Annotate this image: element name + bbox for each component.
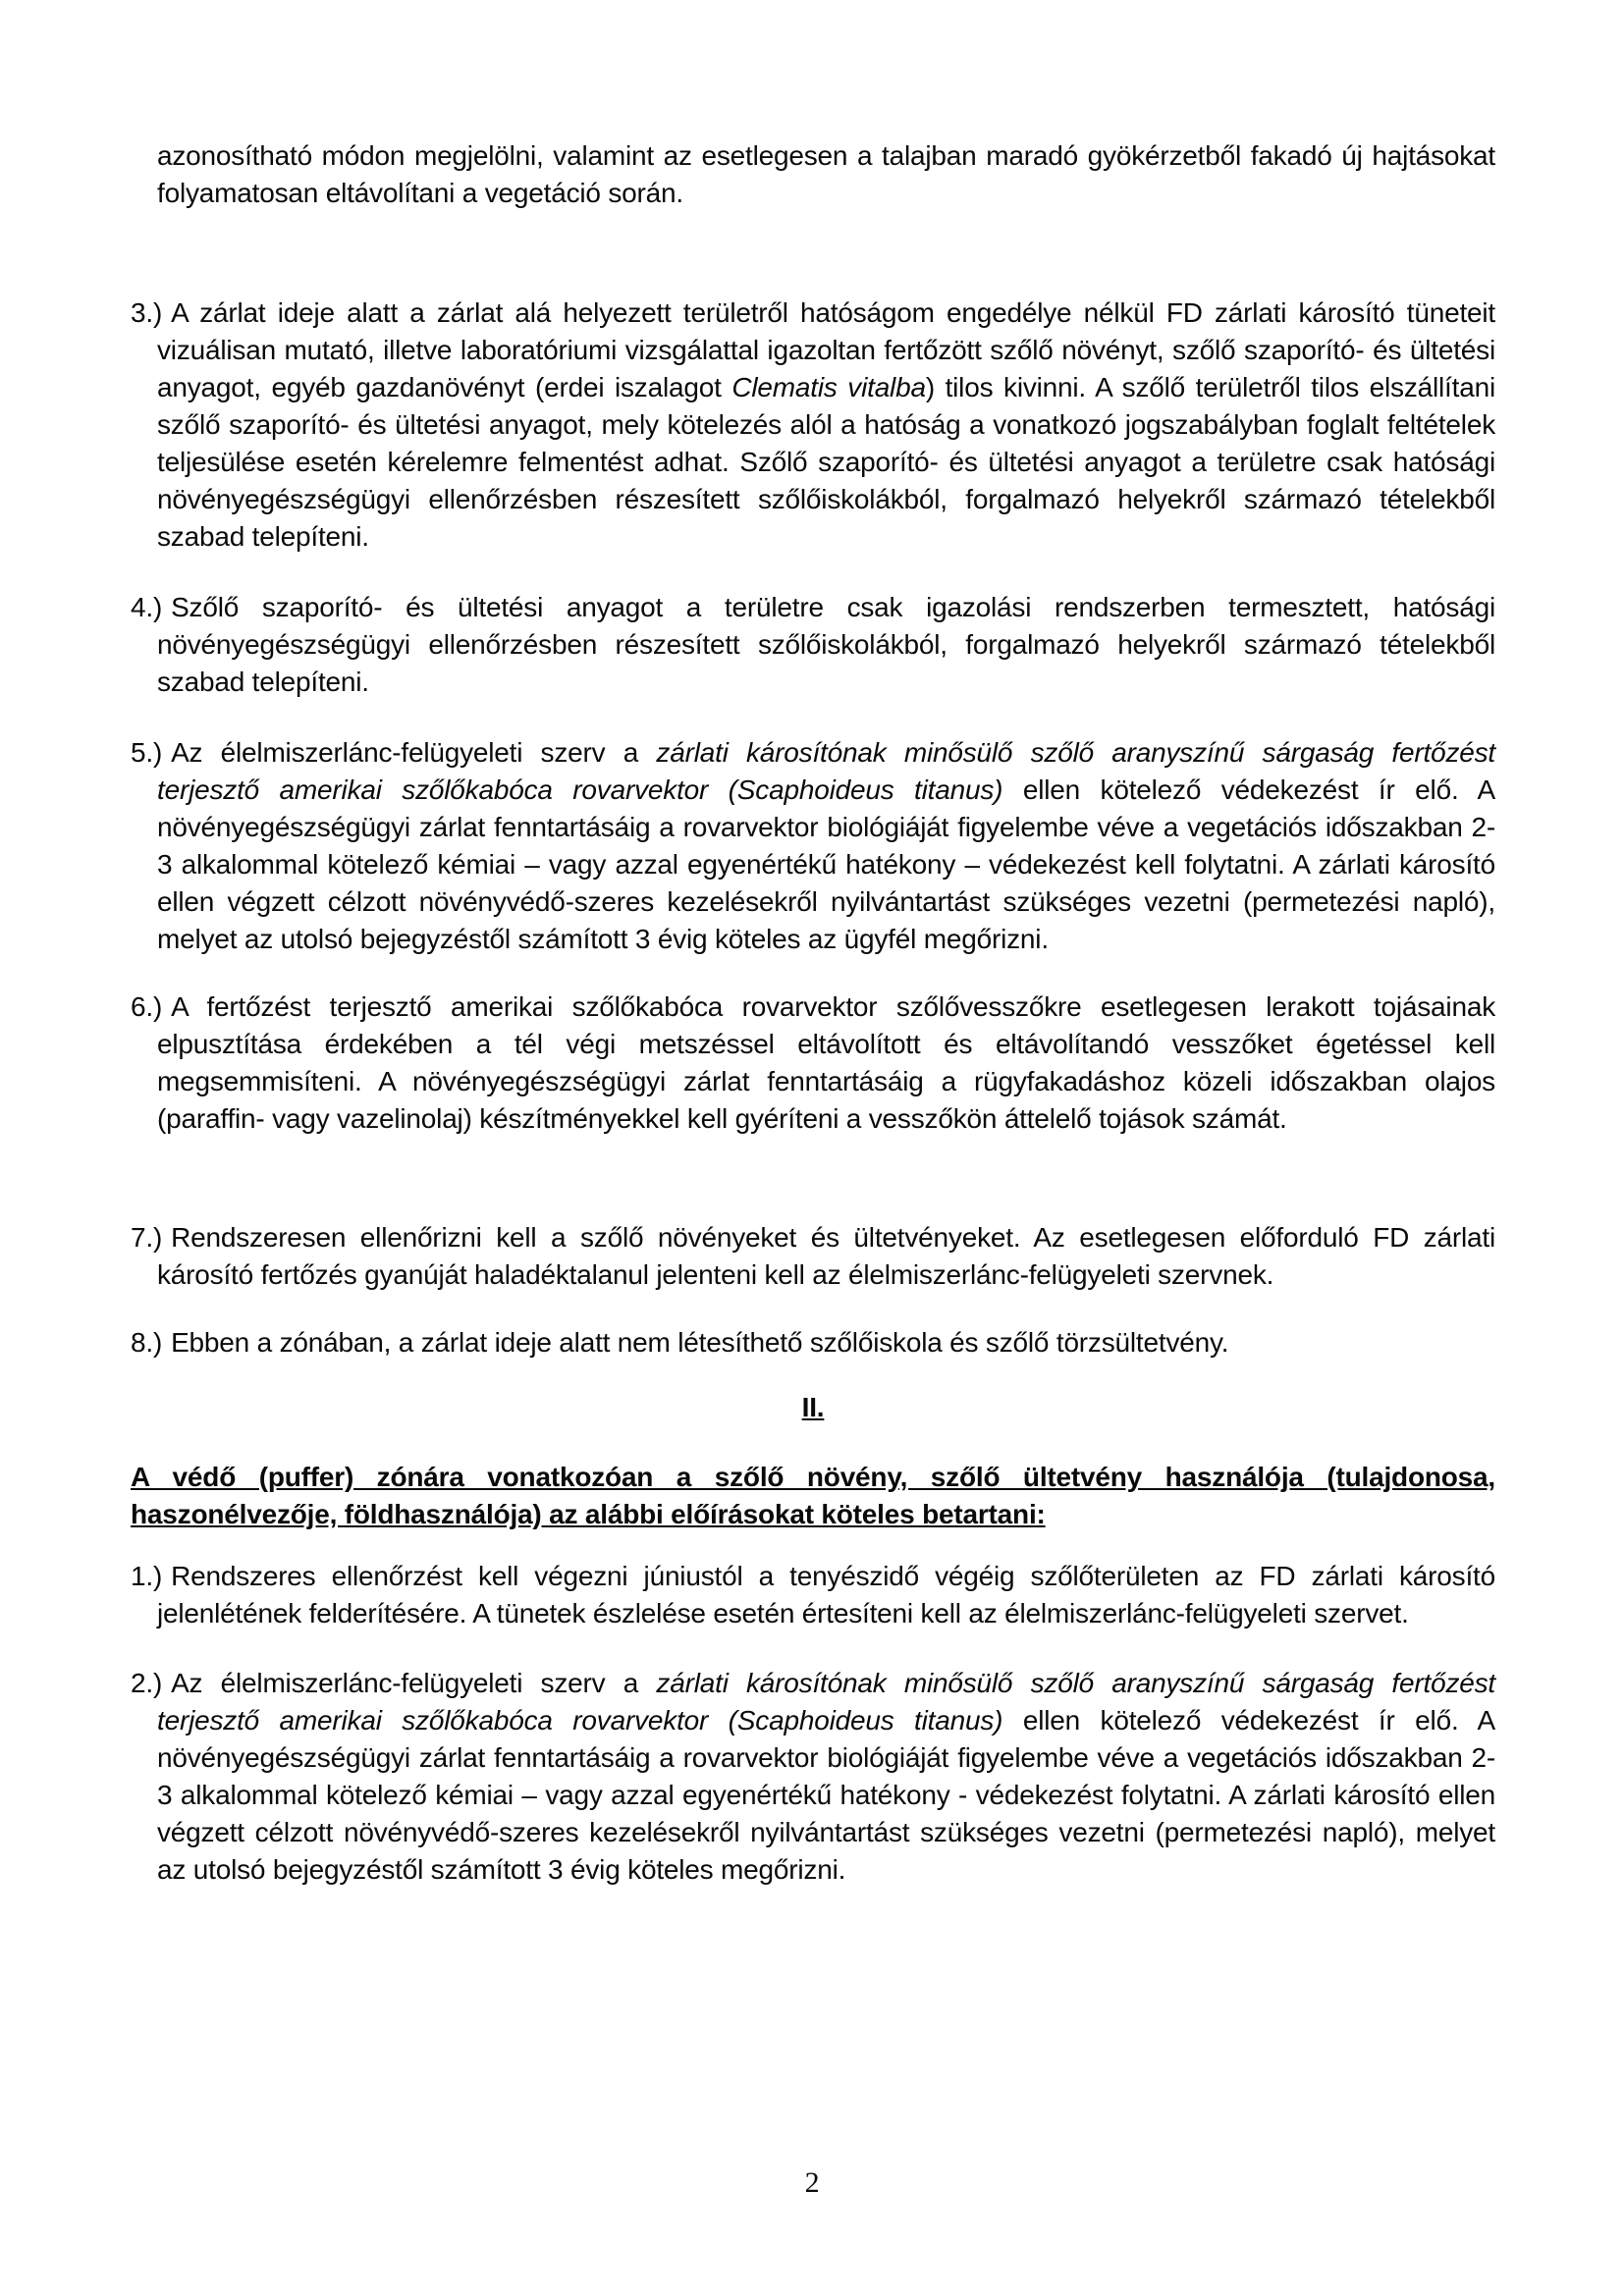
item-text: A fertőzést terjesztő amerikai szőlőkabóca rovarvektor szőlővesszőkre esetlegesen lerakott tojásainak elpusztítása érdekében a tél végi metszéssel eltávolított és eltávolítandó vesszőket égetéssel kell megsemmisíteni. A növényegészségügyi zárlat fenntartásáig a rügyfakadáshoz közeli időszakban olajos (paraffin- vagy vazelinolaj) készítményekkel kell gyéríteni a vesszőkön áttelelő tojások számát. [157,991,1495,1134]
intro-continuation-paragraph: azonosítható módon megjelölni, valamint az esetlegesen a talajban maradó gyökérzetből fakadó új hajtásokat folyamatosan eltávolítani a vegetáció során. [157,140,1495,208]
list-item-6 [131,988,1495,1138]
item-text: Ebben a zónában, a zárlat ideje alatt nem létesíthető szőlőiskola és szőlő törzsültetvény. [171,1327,1229,1358]
item-number: 2.) [131,1668,163,1698]
list-item-8 [131,1324,1495,1362]
page-number: 2 [804,2166,820,2199]
list-item-7 [131,1219,1495,1294]
item-number: 8.) [131,1327,163,1358]
section-ii-subheading: A védő (puffer) zónára vonatkozóan a szőlő növény, szőlő ültetvény használója (tulajdonosa, haszonélvezője, földhasználója) az alábbi előírásokat köteles betartani: [131,1462,1495,1529]
item-text: Az élelmiszerlánc-felügyeleti szerv a zárlati károsítónak minősülő szőlő aranyszínű sárgaság fertőzést terjesztő amerikai szőlőkabóca rovarvektor (Scaphoideus titanus) ellen kötelező védekezést ír elő. A növényegészségügyi zárlat fenntartásáig a rovarvektor biológiáját figyelembe véve a vegetációs időszakban 2-3 alkalommal kötelező kémiai – vagy azzal egyenértékű hatékony – védekezést kell folytatni. A zárlati károsító ellen végzett célzott növényvédő-szeres kezelésekről nyilvántartást szükséges vezetni (permetezési napló), melyet az utolsó bejegyzéstől számított 3 évig köteles az ügyfél megőrizni. [157,737,1495,954]
list-item-5 [131,734,1495,958]
list-item-3 [131,294,1495,556]
item-text: Rendszeres ellenőrzést kell végezni júniustól a tenyészidő végéig szőlőterületen az FD zárlati károsító jelenlétének felderítésére. A tünetek észlelése esetén értesíteni kell az élelmiszerlánc-felügyeleti szervet. [157,1561,1495,1629]
list-item-4 [131,589,1495,701]
list-item-ii-1 [131,1558,1495,1632]
item-text: A zárlat ideje alatt a zárlat alá helyezett területről hatóságom engedélye nélkül FD zárlati károsító tüneteit vizuálisan mutató, illetve laboratóriumi vizsgálattal igazoltan fertőzött szőlő növényt, szőlő szaporító- és ültetési anyagot, egyéb gazdanövényt (erdei iszalagot Clematis vitalba) tilos kivinni. A szőlő területről tilos elszállítani szőlő szaporító- és ültetési anyagot, mely kötelezés alól a hatóság a vonatkozó jogszabályban foglalt feltételek teljesülése esetén kérelemre felmentést adhat. Szőlő szaporító- és ültetési anyagot a területre csak hatósági növényegészségügyi ellenőrzésben részesített szőlőiskolákból, forgalmazó helyekről származó tételekből szabad telepíteni. [157,297,1495,552]
item-text: Szőlő szaporító- és ültetési anyagot a területre csak igazolási rendszerben termesztett, hatósági növényegészségügyi ellenőrzésben részesített szőlőiskolákból, forgalmazó helyekről származó tételekből szabad telepíteni. [157,592,1495,697]
item-text: Rendszeresen ellenőrizni kell a szőlő növényeket és ültetvényeket. Az esetlegesen előforduló FD zárlati károsító fertőzés gyanúját haladéktalanul jelenteni kell az élelmiszerlánc-felügyeleti szervnek. [157,1222,1495,1290]
item-number: 1.) [131,1561,163,1591]
item-number: 5.) [131,737,163,768]
list-item-ii-2 [131,1665,1495,1889]
item-number: 3.) [131,297,163,328]
item-number: 7.) [131,1222,163,1253]
item-number: 4.) [131,592,163,622]
section-ii-heading: II. [801,1392,825,1422]
item-text: Az élelmiszerlánc-felügyeleti szerv a zárlati károsítónak minősülő szőlő aranyszínű sárgaság fertőzést terjesztő amerikai szőlőkabóca rovarvektor (Scaphoideus titanus) ellen kötelező védekezést ír elő. A növényegészségügyi zárlat fenntartásáig a rovarvektor biológiáját figyelembe véve a vegetációs időszakban 2-3 alkalommal kötelező kémiai – vagy azzal egyenértékű hatékony - védekezést folytatni. A zárlati károsító ellen végzett célzott növényvédő-szeres kezelésekről nyilvántartást szükséges vezetni (permetezési napló), melyet az utolsó bejegyzéstől számított 3 évig köteles megőrizni. [157,1668,1495,1885]
item-number: 6.) [131,991,163,1022]
